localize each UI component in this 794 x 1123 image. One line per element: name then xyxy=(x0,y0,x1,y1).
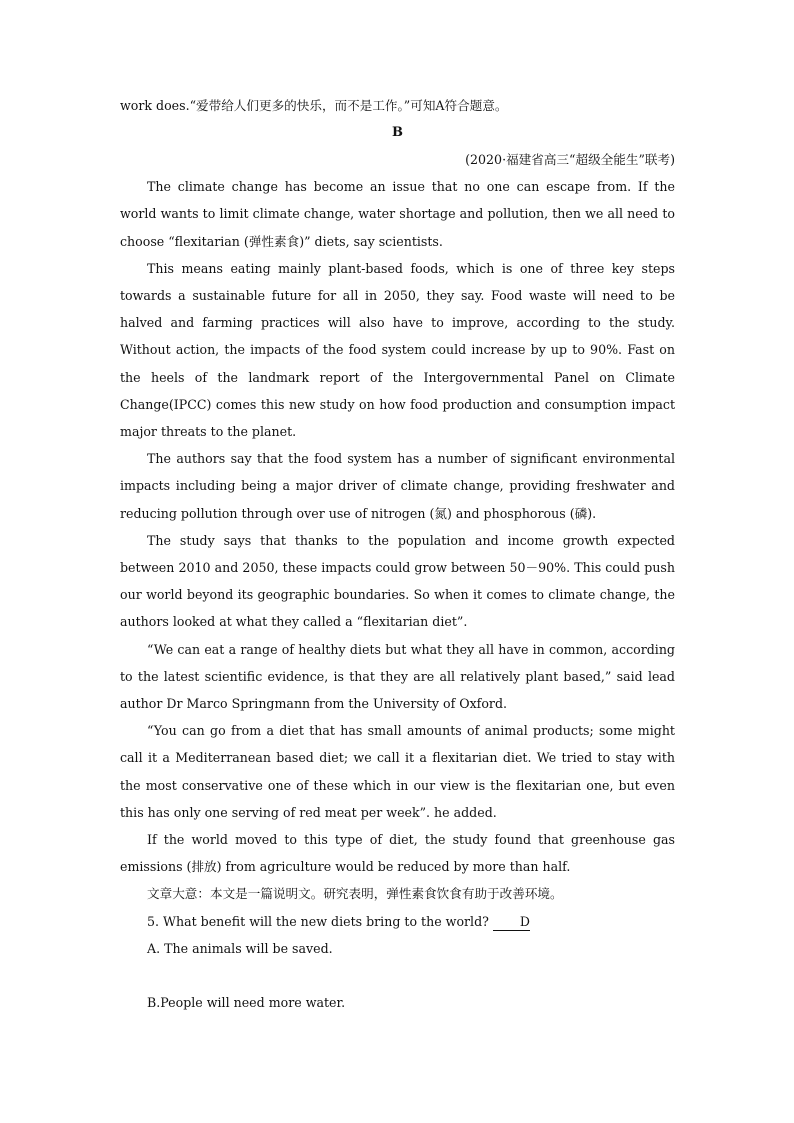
paragraph-4: The study says that thanks to the population and income growth expected between 2010 and 2050, these impacts could grow between 50－90%. This could push our world beyond its geographic boundaries. So when it comes to climate change, the authors looked at what they called a “flexitarian diet”. xyxy=(120,532,675,630)
paragraph-5: “We can eat a range of healthy diets but what they all have in common, according to the latest scientific evidence, is that they are all relatively plant based,” said lead author Dr Marco Springmann from the University of Oxford. xyxy=(120,641,675,712)
summary: 文章大意：本文是一篇说明文。研究表明，弹性素食饮食有助于改善环境。 xyxy=(147,886,563,902)
paragraph-6: “You can go from a diet that has small amounts of animal products; some might call it a Mediterranean based diet; we call it a flexitarian diet. We tried to stay with the most conservative one of these which in our view is the flexitarian one, but even this has only one serving of red meat per week”. he added. xyxy=(120,723,675,820)
paragraph-2: This means eating mainly plant-based foods, which is one of three key steps towards a sustainable future for all in 2050, they say. Food waste will need to be halved and farming practices will also have to improve, according to the study. Without action, the impacts of the food system could increase by up to 90%. Fast on the heels of the landmark report of the Intergovernmental Panel on Climate Change(IPCC) comes this new study on how food production and consumption impact major threats to the planet. xyxy=(120,260,675,440)
question-text: 5. What benefit will the new diets bring to the world? xyxy=(147,913,489,929)
option-b: B.People will need more water. xyxy=(147,994,346,1010)
spacer xyxy=(120,962,675,989)
section-title: B xyxy=(392,125,403,141)
paragraph-7: If the world moved to this type of diet, the study found that greenhouse gas emissions (排放) from agriculture would be reduced by more than half. xyxy=(120,832,675,875)
paragraph-1: The climate change has become an issue that no one can escape from. If the world wants to limit climate change, water shortage and pollution, then we all need to choose “flexitarian (弹性素食)” diets, say scientists. xyxy=(120,179,675,249)
question-5 xyxy=(120,908,675,935)
paragraph-3: The authors say that the food system has a number of significant environmental impacts including being a major driver of climate change, providing freshwater and reducing pollution through over use of nitrogen (氮) and phosphorous (磷). xyxy=(120,451,675,521)
question-answer: D xyxy=(493,914,530,931)
source-note: (2020·福建省高三“超级全能生”联考) xyxy=(465,152,675,168)
document-page xyxy=(120,92,675,1016)
option-a: A. The animals will be saved. xyxy=(147,940,333,956)
intro-line: work does.“爱带给人们更多的快乐，而不是工作。”可知A符合题意。 xyxy=(120,98,508,113)
